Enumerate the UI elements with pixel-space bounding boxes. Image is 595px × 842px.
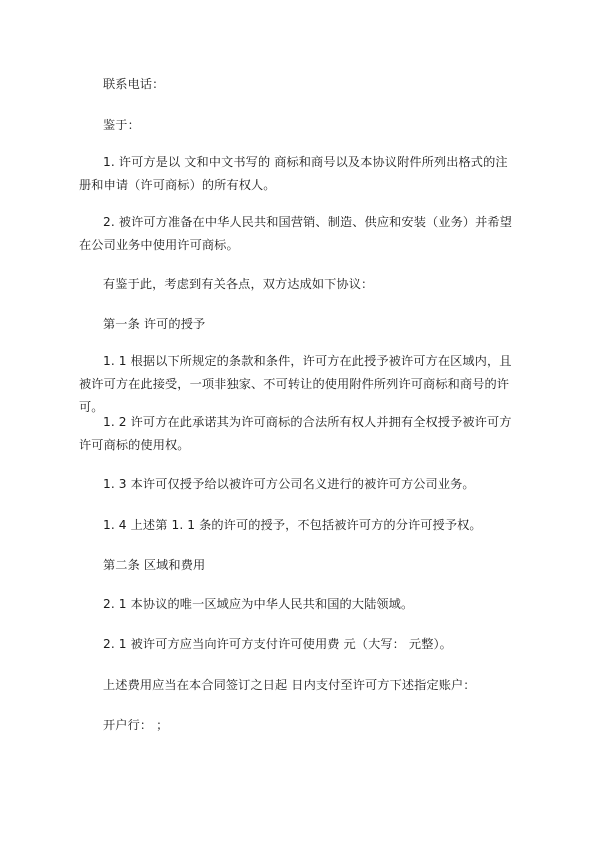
- clause-2-1-territory: 2. 1 本协议的唯一区域应为中华人民共和国的大陆领域。: [103, 597, 414, 611]
- whereas-heading: 鉴于：: [103, 118, 140, 132]
- clause-1-2: 1. 2 许可方在此承诺其为许可商标的合法所有权人并拥有全权授予被许可方许可商标的使用权。: [79, 415, 512, 452]
- clause-1-1: 1. 1 根据以下所规定的条款和条件，许可方在此授予被许可方在区域内，且被许可方在此接受，一项非独家、不可转让的使用附件所列许可商标和商号的许可。: [79, 354, 512, 414]
- agreement-intro: 有鉴于此，考虑到有关各点，双方达成如下协议：: [103, 277, 374, 291]
- article-1-heading: 第一条 许可的授予: [103, 317, 206, 331]
- article-2-heading: 第二条 区域和费用: [103, 558, 206, 572]
- contact-phone-line: 联系电话：: [103, 77, 165, 91]
- bank-line: 开户行： ；: [103, 718, 169, 732]
- clause-1-4: 1. 4 上述第 1. 1 条的许可的授予，不包括被许可方的分许可授予权。: [103, 518, 482, 532]
- payment-deadline: 上述费用应当在本合同签订之日起 日内支付至许可方下述指定账户：: [103, 678, 476, 692]
- clause-1-3: 1. 3 本许可仅授予给以被许可方公司名义进行的被许可方公司业务。: [103, 477, 475, 491]
- clause-2-1-fee: 2. 1 被许可方应当向许可方支付许可使用费 元（大写： 元整）。: [103, 637, 452, 651]
- recital-2: 2. 被许可方准备在中华人民共和国营销、制造、供应和安装（业务）并希望在公司业务中使用许可商标。: [79, 215, 513, 252]
- recital-1: 1. 许可方是以 文和中文书写的 商标和商号以及本协议附件所列出格式的注册和申请（许可商标）的所有权人。: [79, 155, 508, 192]
